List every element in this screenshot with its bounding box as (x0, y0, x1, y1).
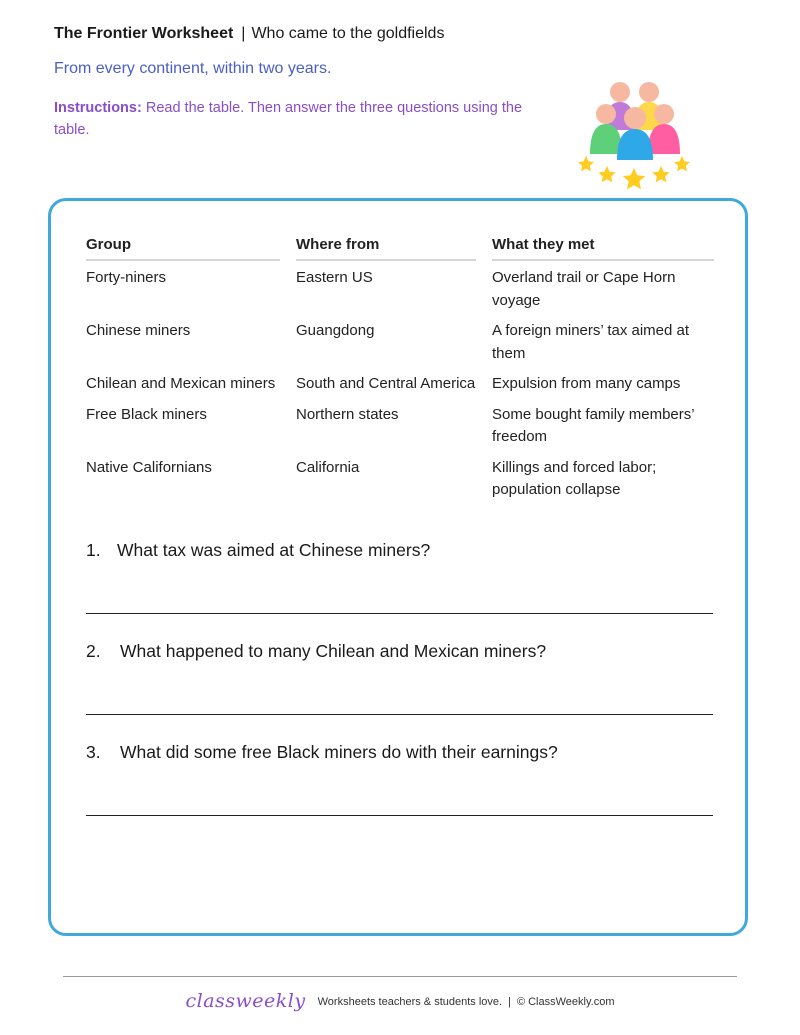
table-row (86, 404, 714, 457)
worksheet-header (54, 25, 444, 43)
question-number: 1. (86, 540, 101, 560)
table-cell: Native Californians (86, 458, 212, 476)
table-cell: Chilean and Mexican miners (86, 375, 276, 392)
table-cell: Northern states (296, 405, 399, 423)
star-icon (623, 168, 645, 189)
table-cell: Free Black miners (86, 405, 207, 423)
person-body (617, 129, 653, 160)
instructions (54, 97, 544, 141)
table-header-row (86, 232, 714, 261)
question-3 (86, 742, 558, 763)
column-header: Group (86, 232, 280, 261)
instructions-text: Read the table. Then answer the three questions using the table. (54, 100, 523, 138)
table-row (86, 373, 714, 404)
table-cell: Chinese miners (86, 322, 191, 339)
header-separator: | (241, 25, 246, 42)
question-2 (86, 641, 546, 662)
table-cell: A foreign miners’ tax aimed at them (492, 322, 690, 362)
star-icon (578, 156, 594, 171)
table-cell: South and Central America (296, 375, 476, 392)
footer-separator: | (508, 996, 511, 1008)
question-1 (86, 540, 430, 561)
person-head (639, 82, 659, 102)
question-number: 3. (86, 742, 101, 762)
table-row (86, 457, 714, 510)
footer-tagline: Worksheets teachers & students love. (317, 996, 503, 1008)
person-head (654, 104, 674, 124)
question-number: 2. (86, 641, 101, 661)
footer-divider (63, 976, 737, 977)
table-cell: Eastern US (296, 269, 373, 286)
worksheet-subtitle: From every continent, within two years. (54, 60, 332, 77)
table-cell: Killings and forced labor; population collapse (492, 458, 657, 498)
table-cell: Overland trail or Cape Horn voyage (492, 269, 676, 309)
question-text: What did some free Black miners do with their earnings? (120, 742, 558, 762)
page-footer (0, 990, 800, 1012)
footer-copyright: © ClassWeekly.com (516, 996, 615, 1008)
star-icon (674, 156, 690, 171)
table-row (86, 320, 714, 373)
column-header: What they met (492, 232, 714, 261)
answer-line-2[interactable] (86, 714, 713, 715)
person-head (610, 82, 630, 102)
group-of-people-with-stars-icon (572, 78, 696, 198)
question-text: What happened to many Chilean and Mexican miners? (120, 641, 547, 661)
table-cell: Guangdong (296, 322, 375, 339)
answer-line-3[interactable] (86, 815, 713, 816)
column-header: Where from (296, 232, 476, 261)
classweekly-logo: classweekly (185, 990, 306, 1012)
person-head (624, 107, 646, 129)
question-text: What tax was aimed at Chinese miners? (117, 540, 431, 560)
star-icon (652, 166, 669, 182)
table-cell: Some bought family members’ freedom (492, 405, 695, 445)
table-cell: California (296, 458, 360, 476)
answer-line-1[interactable] (86, 613, 713, 614)
person-head (596, 104, 616, 124)
table-cell: Expulsion from many camps (492, 375, 681, 392)
instructions-lead: Instructions: (54, 100, 142, 116)
worksheet-brand: The Frontier Worksheet (54, 25, 234, 42)
table-cell: Forty-niners (86, 269, 167, 286)
goldfields-table (86, 232, 714, 510)
table-row (86, 261, 714, 320)
star-icon (598, 166, 615, 182)
worksheet-topic: Who came to the goldfields (251, 25, 445, 42)
